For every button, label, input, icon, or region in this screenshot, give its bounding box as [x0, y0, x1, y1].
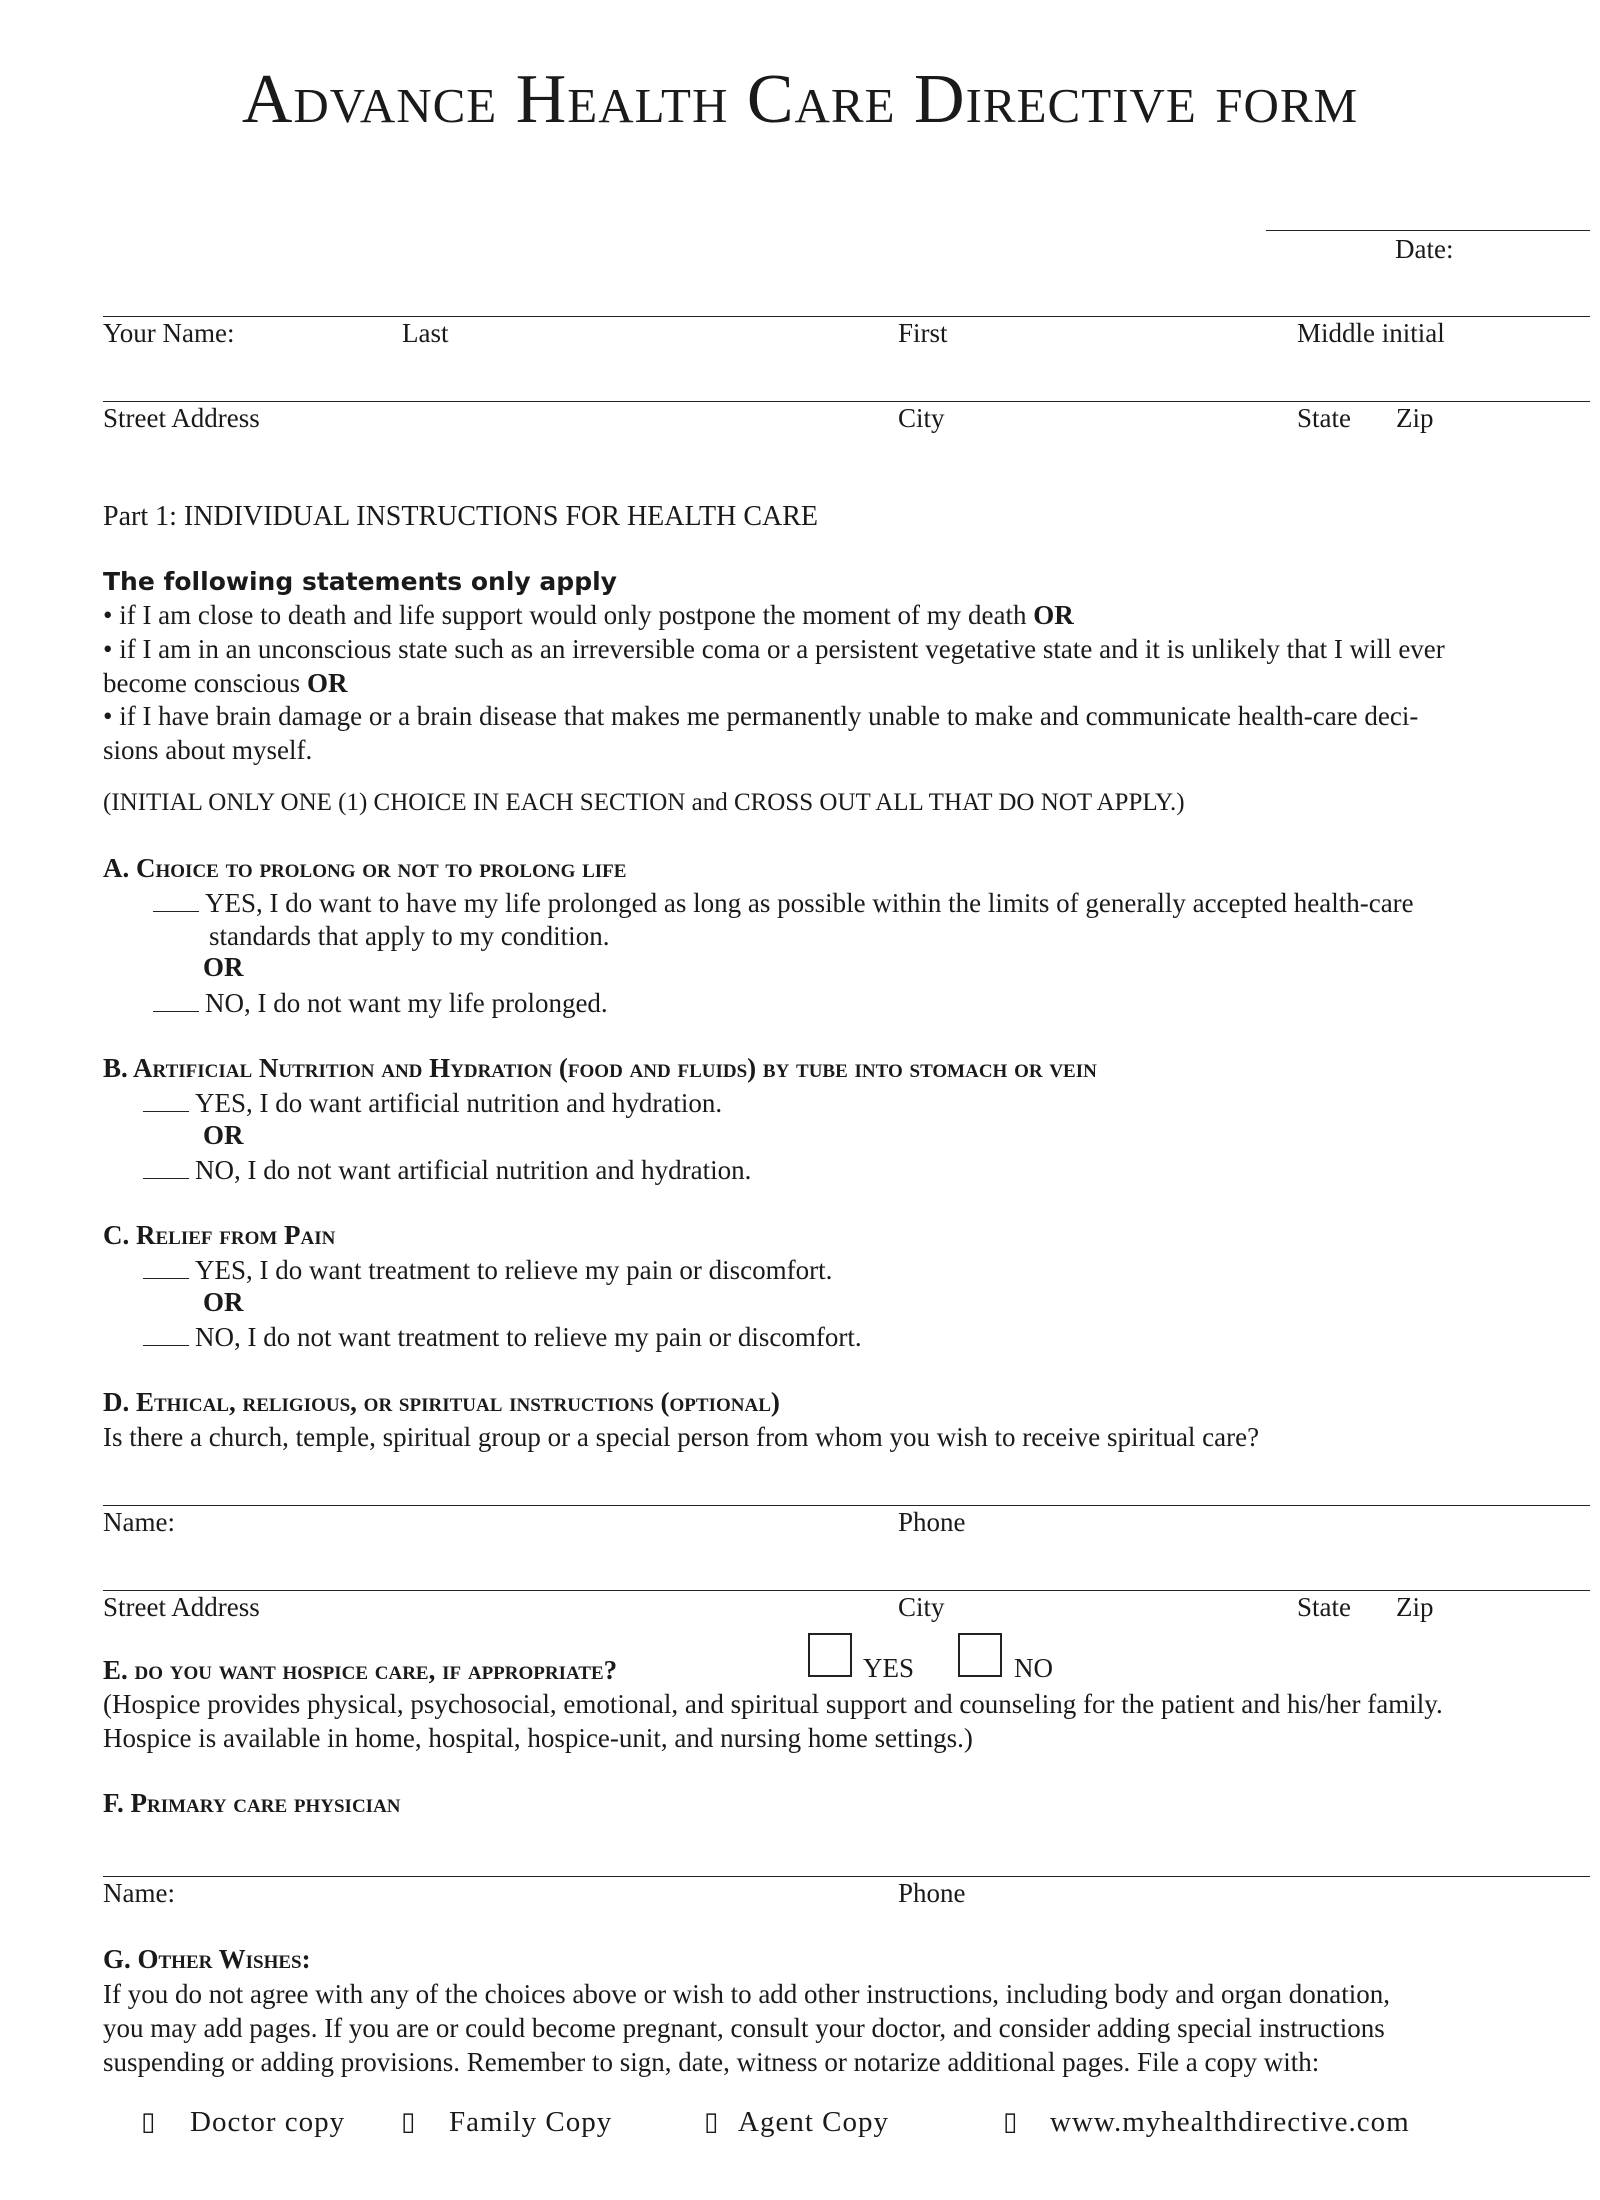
hospice-no-checkbox[interactable] [958, 1633, 1002, 1677]
your-name-label: Your Name: [103, 318, 235, 348]
spiritual-street-label: Street Address [103, 1592, 260, 1622]
missing-glyph-box-icon: ▯ [401, 2107, 416, 2137]
initial-blank-c-yes[interactable] [143, 1256, 189, 1279]
hospice-yes-checkbox[interactable] [808, 1633, 852, 1677]
section-c-heading: C. Relief from Pain [103, 1220, 336, 1250]
or-word: OR [306, 668, 348, 698]
other-wishes-line-2: you may add pages. If you are or could become pregnant, consult your doctor, and consider adding special instructions [103, 2013, 1385, 2043]
section-a-yes [153, 886, 1414, 920]
section-c-no-text: NO, I do not want treatment to relieve my pain or discomfort. [195, 1322, 862, 1352]
copy-doctor: Doctor copy [190, 2106, 346, 2138]
section-b-yes [143, 1086, 722, 1120]
section-d-question: Is there a church, temple, spiritual group or a special person from whom you wish to receive spiritual care? [103, 1422, 1260, 1452]
initial-blank-b-no[interactable] [143, 1156, 189, 1179]
date-label: Date: [1395, 234, 1454, 264]
bullet-2-line-1: • if I am in an unconscious state such as an irreversible coma or a persistent vegetative state and it is unlikely that I will ever [103, 634, 1445, 664]
bullet-2-line-2 [103, 666, 347, 700]
copy-agent: Agent Copy [738, 2106, 889, 2138]
section-e-heading: E. do you want hospice care, if appropriate? [103, 1655, 618, 1685]
spiritual-name-line[interactable] [103, 1505, 1590, 1506]
section-c-yes-text: YES, I do want treatment to relieve my pain or discomfort. [195, 1255, 833, 1285]
bullet-3-line-2: sions about myself. [103, 735, 313, 765]
missing-glyph-box-icon: ▯ [1003, 2107, 1018, 2137]
street-address-label: Street Address [103, 403, 260, 433]
initial-blank-b-yes[interactable] [143, 1089, 189, 1112]
hospice-no-label: NO [1014, 1653, 1053, 1683]
state-label: State [1297, 403, 1351, 433]
zip-label: Zip [1396, 403, 1434, 433]
section-b-no-text: NO, I do not want artificial nutrition and hydration. [195, 1155, 752, 1185]
copy-family: Family Copy [449, 2106, 613, 2138]
bullet-1-text: • if I am close to death and life support would only postpone the moment of my death [103, 600, 1027, 630]
initial-blank-c-no[interactable] [143, 1323, 189, 1346]
spiritual-name-label: Name: [103, 1507, 175, 1537]
section-c-yes [143, 1253, 832, 1287]
physician-phone-label: Phone [898, 1878, 966, 1908]
section-c-or: OR [203, 1287, 244, 1317]
missing-glyph-box-icon: ▯ [704, 2107, 719, 2137]
missing-glyph-box-icon: ▯ [141, 2107, 156, 2137]
section-b-no [143, 1153, 751, 1187]
spiritual-city-label: City [898, 1592, 945, 1622]
statements-heading: The following statements only apply [103, 567, 617, 596]
physician-line[interactable] [103, 1876, 1590, 1877]
initial-blank-a-no[interactable] [153, 989, 199, 1012]
section-b-heading: B. Artificial Nutrition and Hydration (food and fluids) by tube into stomach or vein [103, 1053, 1097, 1083]
initial-instruction: (INITIAL ONLY ONE (1) CHOICE IN EACH SECTION and CROSS OUT ALL THAT DO NOT APPLY.) [103, 789, 1185, 816]
spiritual-phone-label: Phone [898, 1507, 966, 1537]
physician-name-label: Name: [103, 1878, 175, 1908]
section-a-yes-line-2: standards that apply to my condition. [209, 921, 610, 951]
spiritual-state-label: State [1297, 1592, 1351, 1622]
section-f-heading: F. Primary care physician [103, 1788, 401, 1818]
section-a-no [153, 986, 608, 1020]
other-wishes-line-3: suspending or adding provisions. Remember to sign, date, witness or notarize additional pages. File a copy with: [103, 2047, 1320, 2077]
hospice-yes-label: YES [863, 1653, 915, 1683]
section-c-no [143, 1320, 862, 1354]
middle-initial-label: Middle initial [1297, 318, 1445, 348]
bullet-1 [103, 598, 1074, 632]
address-field-line[interactable] [103, 401, 1590, 402]
last-name-label: Last [402, 318, 449, 348]
city-label: City [898, 403, 945, 433]
section-b-or: OR [203, 1120, 244, 1150]
hospice-note-line-1: (Hospice provides physical, psychosocial, emotional, and spiritual support and counseling for the patient and his/her family. [103, 1689, 1443, 1719]
section-a-no-text: NO, I do not want my life prolonged. [205, 988, 608, 1018]
bullet-2-text: become conscious [103, 668, 301, 698]
section-a-heading: A. Choice to prolong or not to prolong life [103, 853, 627, 883]
form-title: Advance Health Care Directive form [241, 61, 1359, 138]
first-name-label: First [898, 318, 948, 348]
section-b-yes-text: YES, I do want artificial nutrition and hydration. [195, 1088, 723, 1118]
section-g-heading: G. Other Wishes: [103, 1944, 311, 1974]
other-wishes-line-1: If you do not agree with any of the choices above or wish to add other instructions, including body and organ donation, [103, 1979, 1390, 2009]
section-a-or: OR [203, 952, 244, 982]
date-field-line[interactable] [1266, 230, 1590, 231]
spiritual-address-line[interactable] [103, 1590, 1590, 1591]
name-field-line[interactable] [103, 316, 1590, 317]
part1-title: Part 1: INDIVIDUAL INSTRUCTIONS FOR HEALTH CARE [103, 501, 819, 532]
bullet-3-line-1: • if I have brain damage or a brain disease that makes me permanently unable to make and communicate health-care deci- [103, 701, 1419, 731]
section-a-yes-text: YES, I do want to have my life prolonged as long as possible within the limits of generally accepted health-care [205, 888, 1414, 918]
initial-blank-a-yes[interactable] [153, 889, 199, 912]
or-word: OR [1033, 600, 1074, 630]
section-d-heading: D. Ethical, religious, or spiritual instructions (optional) [103, 1387, 780, 1417]
spiritual-zip-label: Zip [1396, 1592, 1434, 1622]
hospice-note-line-2: Hospice is available in home, hospital, hospice-unit, and nursing home settings.) [103, 1723, 973, 1753]
copy-website: www.myhealthdirective.com [1050, 2106, 1410, 2138]
